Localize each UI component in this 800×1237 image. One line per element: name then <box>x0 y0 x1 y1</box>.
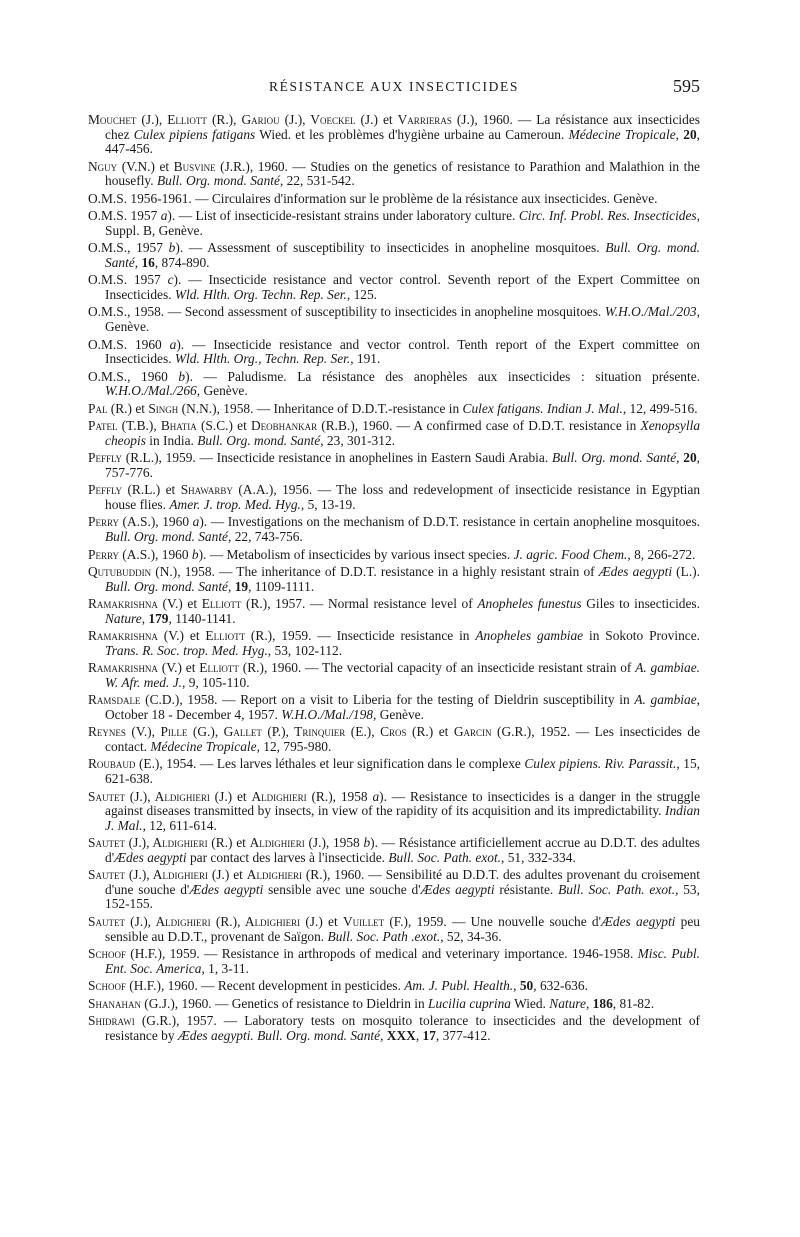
italic-text: W.H.O./Mal./198 <box>281 706 374 722</box>
reference-text: , 1960. — Genetics of resistance to Dieldrin in <box>174 995 429 1011</box>
author-name: Shidrawi (G.R.) <box>88 1013 177 1029</box>
volume-number: 16 <box>141 254 155 270</box>
author-name: Ramsdale (C.D.) <box>88 692 180 708</box>
italic-text: Misc. Publ. Ent. Soc. America <box>105 946 700 976</box>
reference-text: ). — Insecticide resistance and vector control. Tenth report of the Expert committee on Insecticides. <box>105 336 701 367</box>
italic-text: Nature <box>105 610 142 626</box>
italic-text: Bull. Org. mond. Santé <box>156 173 280 189</box>
reference-text: et <box>232 835 250 851</box>
reference-text: et <box>232 788 252 804</box>
reference-entry <box>88 548 700 563</box>
reference-entry <box>88 565 700 594</box>
reference-text: , 22, 743-756. <box>228 529 303 545</box>
reference-text: , 1958 <box>332 788 373 804</box>
italic-text: Culex pipiens. Riv. Parassit. <box>524 756 677 772</box>
italic-text: b <box>178 368 186 384</box>
author-name: Shawarby (A.A.) <box>180 482 274 498</box>
italic-text: Circ. Inf. Probl. Res. Insecticides <box>518 208 697 224</box>
author-name: Sautet (J.), Aldighieri (R.) <box>88 835 233 851</box>
italic-text: Amer. J. trop. Med. Hyg. <box>169 496 301 512</box>
reference-text: , <box>380 1027 387 1043</box>
reference-text: Giles to insecticides. <box>581 596 700 612</box>
reference-text: et <box>154 158 174 174</box>
reference-text: , 1958. — Inheritance of D.D.T.-resistance in <box>216 400 463 416</box>
reference-text: , 1952. — Les insecticides de contact. <box>105 724 701 754</box>
reference-text: , 1959. — Une nouvelle souche d' <box>408 913 601 929</box>
author-name: Peffly (R.L.) <box>88 482 161 498</box>
reference-text: O.M.S. 1957 <box>88 272 168 288</box>
italic-text: Nature <box>549 995 586 1011</box>
reference-text: , 53, 152-155. <box>105 881 700 912</box>
reference-entry <box>88 192 700 207</box>
reference-text: , 1960. — A confirmed case of D.D.T. resistance in <box>354 418 641 434</box>
reference-text: et <box>232 418 251 434</box>
reference-entry <box>88 979 700 994</box>
reference-text: ). — Insecticide resistance and vector control. Seventh report of the Expert Committee on Insecticides. <box>105 272 700 302</box>
reference-text: , Suppl. B, Genève. <box>105 208 701 238</box>
italic-text: Culex fatigans. Indian J. Mal. <box>462 400 623 416</box>
reference-text: , Genève. <box>373 706 424 722</box>
reference-text: , 22, 531-542. <box>279 173 355 189</box>
italic-text: Bull. Org. mond. Santé <box>105 578 228 594</box>
italic-text: Trans. R. Soc. trop. Med. Hyg. <box>105 642 268 658</box>
reference-text: O.M.S., 1958. — Second assessment of susceptibility to insecticides in anopheline mosquitoes. <box>88 304 605 320</box>
reference-entry <box>88 997 700 1012</box>
italic-text: b <box>191 546 199 562</box>
author-name: Vuillet (F.) <box>342 913 408 929</box>
author-name: Patel (T.B.), Bhatia (S.C.) <box>88 418 233 434</box>
reference-entry <box>88 868 700 912</box>
reference-text: , 1954. — Les larves léthales et leur signification dans le complexe <box>159 756 525 772</box>
italic-text: Ædes aegypti. Bull. Org. mond. Santé <box>177 1027 381 1043</box>
author-name: Sautet (J.), Aldighieri (R.), Aldighieri (J.) <box>88 913 323 929</box>
author-name: Schoof (H.F.) <box>88 946 162 962</box>
italic-text: Ædes aegypti <box>601 913 676 929</box>
reference-text: , 52, 34-36. <box>440 928 502 944</box>
reference-text: , 23, 301-312. <box>320 432 395 448</box>
reference-text: , 12, 499-516. <box>622 400 698 416</box>
reference-text: , 53, 102-112. <box>267 642 343 658</box>
italic-text: Bull. Soc. Path. exot. <box>388 849 502 865</box>
author-name: Varrieras (J.) <box>397 112 475 127</box>
reference-entry <box>88 273 700 302</box>
reference-text: , October 18 - December 4, 1957. <box>105 692 701 722</box>
reference-text: , Genève. <box>196 383 248 399</box>
author-name: Ramakrishna (V.) <box>88 660 182 676</box>
reference-text: peu sensible au D.D.T., provenant de Saïgon. <box>105 913 700 944</box>
reference-text: O.M.S. 1956-1961. — Circulaires d'information sur le problème de la résistance aux insecticides. Genève. <box>88 190 658 206</box>
italic-text: W.H.O./Mal./266 <box>105 383 197 399</box>
reference-text: ). — Metabolism of insecticides by various insect species. <box>198 546 514 562</box>
italic-text: Bull. Org. mond. Santé <box>105 240 700 270</box>
author-name: Ramakrishna (V.) <box>88 628 185 644</box>
reference-text: , 1, 3-11. <box>201 960 249 976</box>
author-name: Qutubuddin (N.) <box>88 563 178 579</box>
reference-text: (L.). <box>672 563 700 579</box>
page-number: 595 <box>673 76 700 96</box>
italic-text: Ædes aegypti <box>114 849 187 865</box>
author-name: Deobhankar (R.B.) <box>250 418 355 434</box>
reference-text: Wied. et les problèmes d'hygiène urbaine au Cameroun. <box>255 126 569 142</box>
italic-text: Anopheles gambiae <box>475 628 584 644</box>
volume-number: XXX <box>386 1027 416 1043</box>
reference-text: , Genève. <box>105 304 700 335</box>
reference-text: , 874-890. <box>154 254 210 270</box>
italic-text: Wld. Hlth. Org., Techn. Rep. Ser. <box>174 351 351 367</box>
reference-text: par contact des larves à l'insecticide. <box>186 849 389 865</box>
reference-text: , 15, 621-638. <box>105 756 700 787</box>
reference-text: et <box>132 400 149 416</box>
author-name: Singh (N.N.) <box>148 400 217 416</box>
reference-entry <box>88 370 700 399</box>
reference-text: et <box>181 660 200 676</box>
reference-entry <box>88 915 700 944</box>
italic-text: Wld. Hlth. Org. Techn. Rep. Ser. <box>174 286 347 302</box>
reference-text: , 1960. — Recent development in pesticides. <box>160 978 405 994</box>
reference-text: O.M.S., 1957 <box>88 240 169 256</box>
italic-text: c <box>167 272 174 288</box>
reference-text: sensible avec une souche d' <box>263 881 421 897</box>
reference-text: ). — Resistance to insecticides is a danger in the struggle against diseases transmitted by insects, in view of the rapidity of its acquisition and its impredictability. <box>105 788 701 819</box>
author-name: Aldighieri (R.) <box>251 788 333 804</box>
author-name: Elliott (R.) <box>205 628 273 644</box>
reference-text: O.M.S. 1960 <box>88 336 170 352</box>
volume-number: 17 <box>422 1027 436 1043</box>
italic-text: J. agric. Food Chem. <box>513 546 628 562</box>
author-name: Reynes (V.), Pille (G.), Gallet (P.), Trinquier (E.), Cros (R.) <box>88 724 434 740</box>
reference-text: , 1140-1141. <box>168 610 236 626</box>
reference-text: , 1960 <box>155 514 193 530</box>
italic-text: Bull. Org. mond. Santé <box>551 450 677 466</box>
reference-text: et <box>433 724 454 740</box>
reference-text: , 1958. — The inheritance of D.D.T. resistance in a highly resistant strain of <box>177 563 599 579</box>
italic-text: Médecine Tropicale <box>568 126 676 142</box>
italic-text: a <box>169 336 177 352</box>
volume-number: 179 <box>148 610 169 626</box>
reference-text: , <box>141 610 149 626</box>
reference-text: , 632-636. <box>533 978 588 994</box>
reference-entry <box>88 305 700 334</box>
italic-text: b <box>168 240 176 256</box>
italic-text: a <box>192 514 200 530</box>
reference-text: ). — Résistance artificiellement accrue au D.D.T. des adultes d' <box>105 835 700 865</box>
reference-text: , <box>415 1027 423 1043</box>
italic-text: Ædes aegypti <box>420 881 495 897</box>
italic-text: Ædes aegypti <box>189 881 264 897</box>
reference-text: , 447-456. <box>105 126 700 157</box>
reference-text: ). — List of insecticide-resistant strains under laboratory culture. <box>167 208 519 224</box>
reference-text: , <box>134 254 142 270</box>
reference-entry <box>88 757 700 786</box>
italic-text: Lucilia cuprina <box>428 995 511 1011</box>
reference-text: , 12, 795-980. <box>256 738 332 754</box>
author-name: Ramakrishna (V.) <box>88 596 183 612</box>
reference-text: résistante. <box>494 881 559 897</box>
reference-text: , 9, 105-110. <box>182 674 250 690</box>
italic-text: Culex pipiens fatigans <box>133 126 256 142</box>
reference-text: ). — Paludisme. La résistance des anophèles aux insecticides : situation présente. <box>185 368 700 384</box>
author-name: Busvine (J.R.) <box>173 158 250 174</box>
reference-text: , 1957. — Normal resistance level of <box>267 596 478 612</box>
reference-text: , 81-82. <box>612 995 655 1011</box>
author-name: Elliott (R.) <box>199 660 264 676</box>
reference-text: , 757-776. <box>105 450 700 480</box>
author-name: Pal (R.) <box>88 400 132 416</box>
reference-text: et <box>322 913 343 929</box>
italic-text: Bull. Org. mond. Santé <box>197 432 321 448</box>
italic-text: A. gambiae <box>634 692 697 708</box>
running-header <box>88 76 700 98</box>
author-name: Roubaud (E.) <box>88 756 160 772</box>
reference-text: , <box>675 126 684 142</box>
reference-text: , 1960. — Sensibilité au D.D.T. des adultes provenant du croisement d'une souche d' <box>105 867 700 897</box>
italic-text: b <box>363 835 371 851</box>
reference-entry <box>88 790 700 834</box>
reference-text: Wied. <box>511 995 550 1011</box>
author-name: Perry (A.S.) <box>88 546 156 562</box>
reference-text: in India. <box>145 432 198 448</box>
author-name: Schoof (H.F.) <box>88 978 161 994</box>
reference-text: et <box>229 867 247 883</box>
reference-entry <box>88 419 700 448</box>
italic-text: Anopheles funestus <box>477 596 582 612</box>
reference-text: , 1959. — Resistance in arthropods of medical and veterinary importance. 1946-1958. <box>161 946 638 962</box>
reference-text: , 377-412. <box>435 1027 491 1043</box>
reference-entry <box>88 947 700 976</box>
reference-text: et <box>377 112 398 127</box>
reference-text: , <box>228 578 235 594</box>
italic-text: a <box>160 208 168 224</box>
reference-text: , 1960. — Studies on the genetics of resistance to Parathion and Malathion in the housefly. <box>105 158 700 189</box>
italic-text: W.H.O./Mal./203 <box>604 304 697 320</box>
reference-entry <box>88 725 700 754</box>
reference-entry <box>88 693 700 722</box>
running-title: RÉSISTANCE AUX INSECTICIDES <box>269 79 519 94</box>
reference-text: , <box>676 450 684 466</box>
reference-text: , 1960. — La résistance aux insecticides chez <box>105 112 700 142</box>
reference-text: , 12, 611-614. <box>142 817 217 833</box>
reference-list <box>88 113 700 1046</box>
reference-entry <box>88 451 700 480</box>
reference-entry <box>88 597 700 626</box>
reference-entry <box>88 515 700 544</box>
reference-text: , 1958 <box>325 835 364 851</box>
reference-entry <box>88 1014 700 1043</box>
reference-entry <box>88 338 700 367</box>
reference-entry <box>88 209 700 238</box>
reference-text: ). — Assessment of susceptibility to insecticides in anopheline mosquitoes. <box>175 240 606 256</box>
volume-number: 50 <box>519 978 534 994</box>
italic-text: Indian J. Mal. <box>105 803 700 833</box>
italic-text: Bull. Soc. Path. exot. <box>558 881 676 897</box>
italic-text: Am. J. Publ. Health. <box>404 978 514 994</box>
reference-text: , 1956. — The loss and redevelopment of insecticide resistance in Egyptian house flies. <box>105 482 701 512</box>
reference-text: et <box>184 628 206 644</box>
author-name: Peffly (R.L.) <box>88 450 159 466</box>
reference-text: , 1960. — The vectorial capacity of an insecticide resistant strain of <box>263 660 636 676</box>
volume-number: 186 <box>592 995 613 1011</box>
author-name: Aldighieri (R.) <box>246 867 328 883</box>
author-name: Garcin (G.R.) <box>453 724 532 740</box>
reference-entry <box>88 402 700 417</box>
italic-text: Médecine Tropicale <box>150 738 257 754</box>
italic-text: a <box>372 788 380 804</box>
reference-text: O.M.S., 1960 <box>88 368 179 384</box>
reference-text: , 125. <box>346 286 378 302</box>
reference-entry <box>88 661 700 690</box>
reference-text: et <box>160 482 181 498</box>
author-name: Perry (A.S.) <box>88 514 156 530</box>
reference-text: , 1959. — Insecticide resistance in <box>272 628 476 644</box>
author-name: Shanahan (G.J.) <box>88 995 175 1011</box>
reference-text: , 1959. — Insecticide resistance in anophelines in Eastern Saudi Arabia. <box>158 450 552 466</box>
reference-entry <box>88 241 700 270</box>
reference-entry <box>88 483 700 512</box>
reference-text: , 5, 13-19. <box>300 496 356 512</box>
reference-text: , 1109-1111. <box>248 578 315 594</box>
italic-text: Xenopsylla cheopis <box>105 418 701 448</box>
reference-text: ). — Investigations on the mechanism of D.D.T. resistance in certain anopheline mosquitoes. <box>199 514 700 530</box>
reference-entry <box>88 629 700 658</box>
reference-text: , <box>585 995 593 1011</box>
volume-number: 20 <box>683 450 697 466</box>
italic-text: Bull. Org. mond. Santé <box>105 529 228 545</box>
italic-text: Ædes aegypti <box>598 563 673 579</box>
reference-entry <box>88 836 700 865</box>
reference-text: , 1957. — Laboratory tests on mosquito tolerance to insecticides and the development of resistance by <box>105 1013 700 1043</box>
reference-text: , 191. <box>350 351 381 367</box>
reference-text: , 51, 332-334. <box>501 849 576 865</box>
reference-text: , 8, 266-272. <box>627 546 696 562</box>
reference-entry <box>88 113 700 157</box>
author-name: Elliott (R.) <box>201 596 268 612</box>
italic-text: Bull. Soc. Path .exot. <box>327 928 441 944</box>
reference-text: et <box>182 596 202 612</box>
reference-text: , <box>513 978 520 994</box>
reference-entry <box>88 160 700 189</box>
reference-text: , 1960 <box>155 546 192 562</box>
volume-number: 19 <box>234 578 249 594</box>
italic-text: A. gambiae. W. Afr. med. J. <box>105 660 701 690</box>
reference-text: in Sokoto Province. <box>583 628 701 644</box>
author-name: Nguy (V.N.) <box>88 158 155 174</box>
author-name: Mouchet (J.), Elliott (R.), Gariou (J.), Voeckel (J.) <box>88 112 378 127</box>
author-name: Aldighieri (J.) <box>249 835 326 851</box>
volume-number: 20 <box>683 126 697 142</box>
reference-text: , 1958. — Report on a visit to Liberia for the testing of Dieldrin susceptibility in <box>179 692 635 708</box>
author-name: Sautet (J.), Aldighieri (J.) <box>88 867 230 883</box>
author-name: Sautet (J.), Aldighieri (J.) <box>88 788 233 804</box>
reference-text: O.M.S. 1957 <box>88 208 161 224</box>
